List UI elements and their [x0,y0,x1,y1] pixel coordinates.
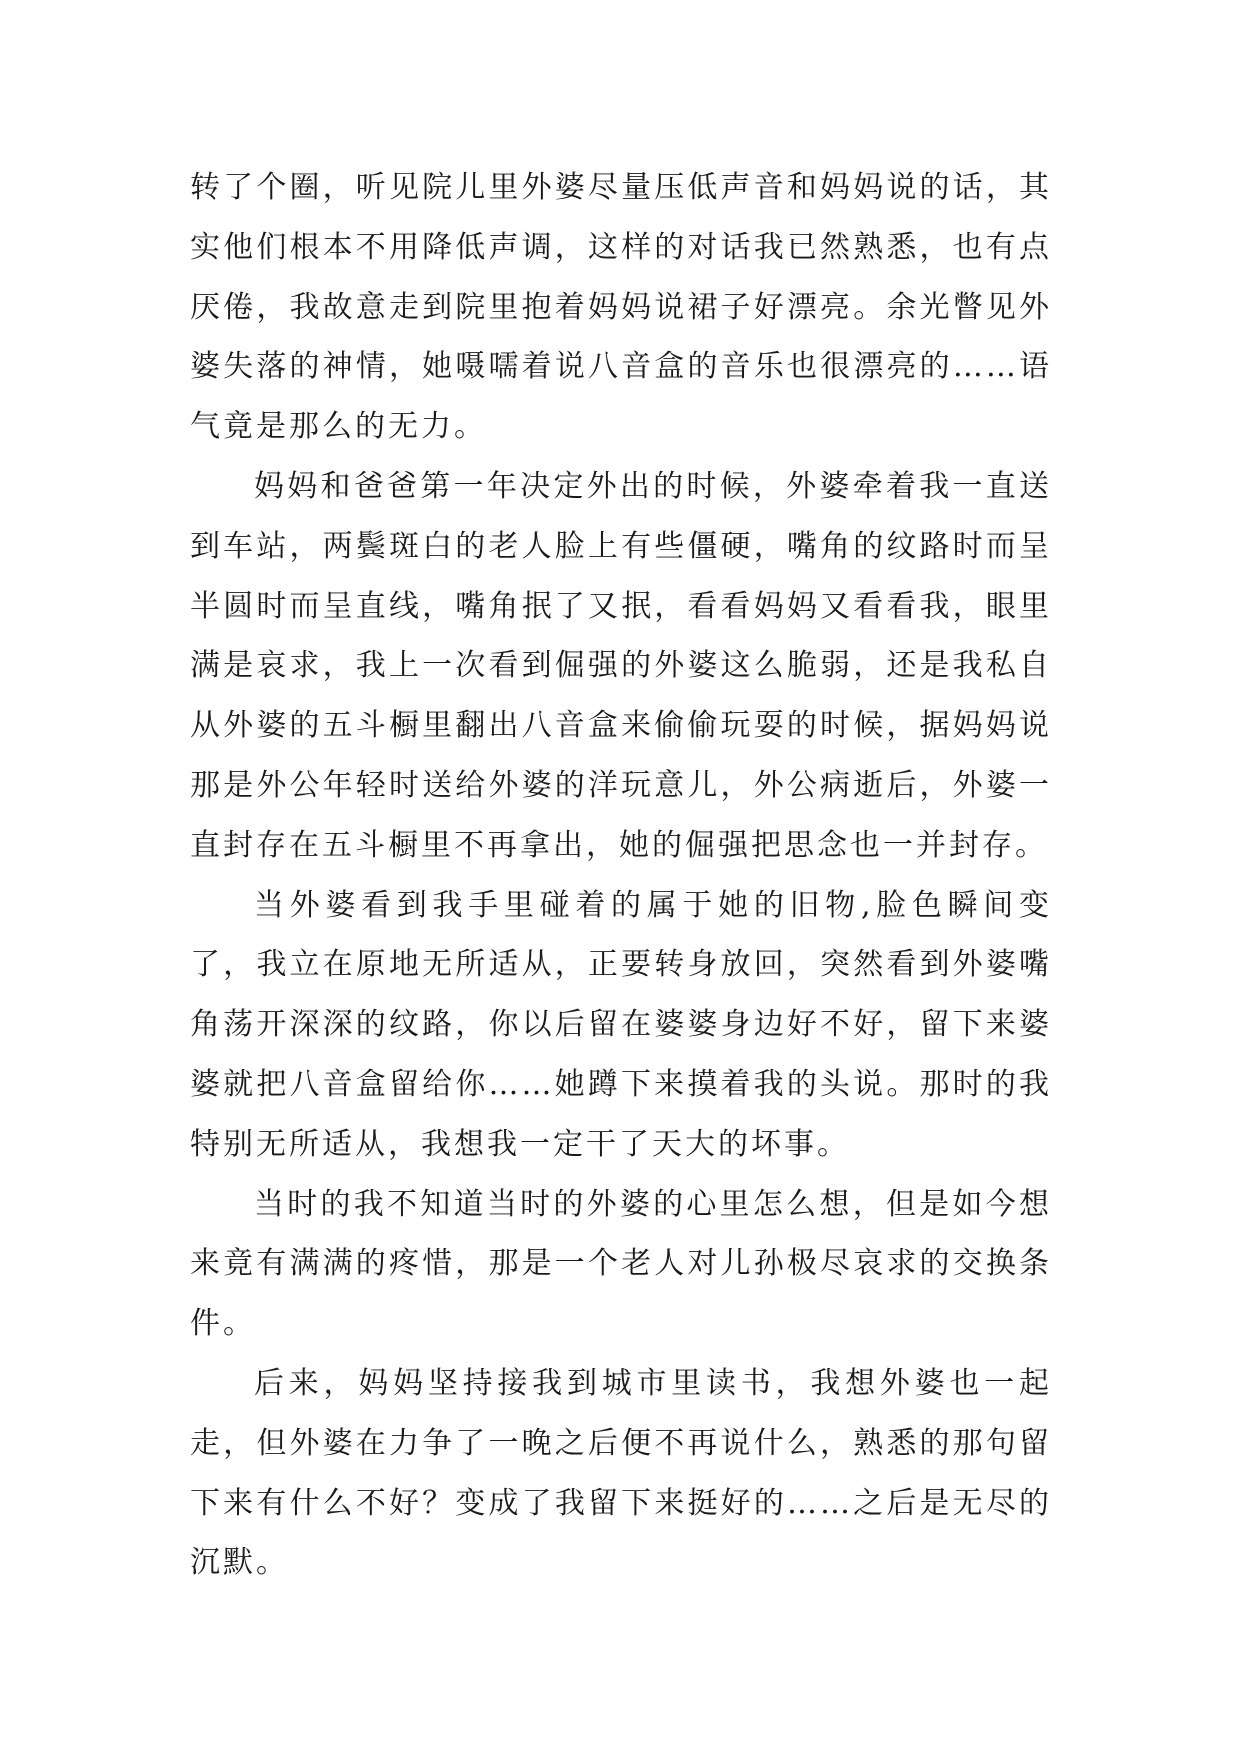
body-text [190,158,1052,1593]
paragraph-2: 妈妈和爸爸第一年决定外出的时候，外婆牵着我一直送到车站，两鬓斑白的老人脸上有些僵硬，嘴角的纹路时而呈半圆时而呈直线，嘴角抿了又抿，看看妈妈又看看我，眼里满是哀求，我上一次看到倔强的外婆这么脆弱，还是我私自从外婆的五斗橱里翻出八音盒来偷偷玩耍的时候，据妈妈说那是外公年轻时送给外婆的洋玩意儿，外公病逝后，外婆一直封存在五斗橱里不再拿出，她的倔强把思念也一并封存。 [190,468,1052,863]
paragraph-3: 当外婆看到我手里碰着的属于她的旧物,脸色瞬间变了，我立在原地无所适从，正要转身放回，突然看到外婆嘴角荡开深深的纹路，你以后留在婆婆身边好不好，留下来婆婆就把八音盒留给你……她蹲下来摸着我的头说。那时的我特别无所适从，我想我一定干了天大的坏事。 [190,887,1052,1162]
paragraph-1: 转了个圈，听见院儿里外婆尽量压低声音和妈妈说的话，其实他们根本不用降低声调，这样的对话我已然熟悉，也有点厌倦，我故意走到院里抱着妈妈说裙子好漂亮。余光瞥见外婆失落的神情，她嗫嚅着说八音盒的音乐也很漂亮的……语气竟是那么的无力。 [190,170,1052,445]
paragraph-4: 当时的我不知道当时的外婆的心里怎么想，但是如今想来竟有满满的疼惜，那是一个老人对儿孙极尽哀求的交换条件。 [190,1186,1052,1342]
paragraph-5: 后来，妈妈坚持接我到城市里读书，我想外婆也一起走，但外婆在力争了一晚之后便不再说什么，熟悉的那句留下来有什么不好？变成了我留下来挺好的……之后是无尽的沉默。 [190,1365,1052,1581]
